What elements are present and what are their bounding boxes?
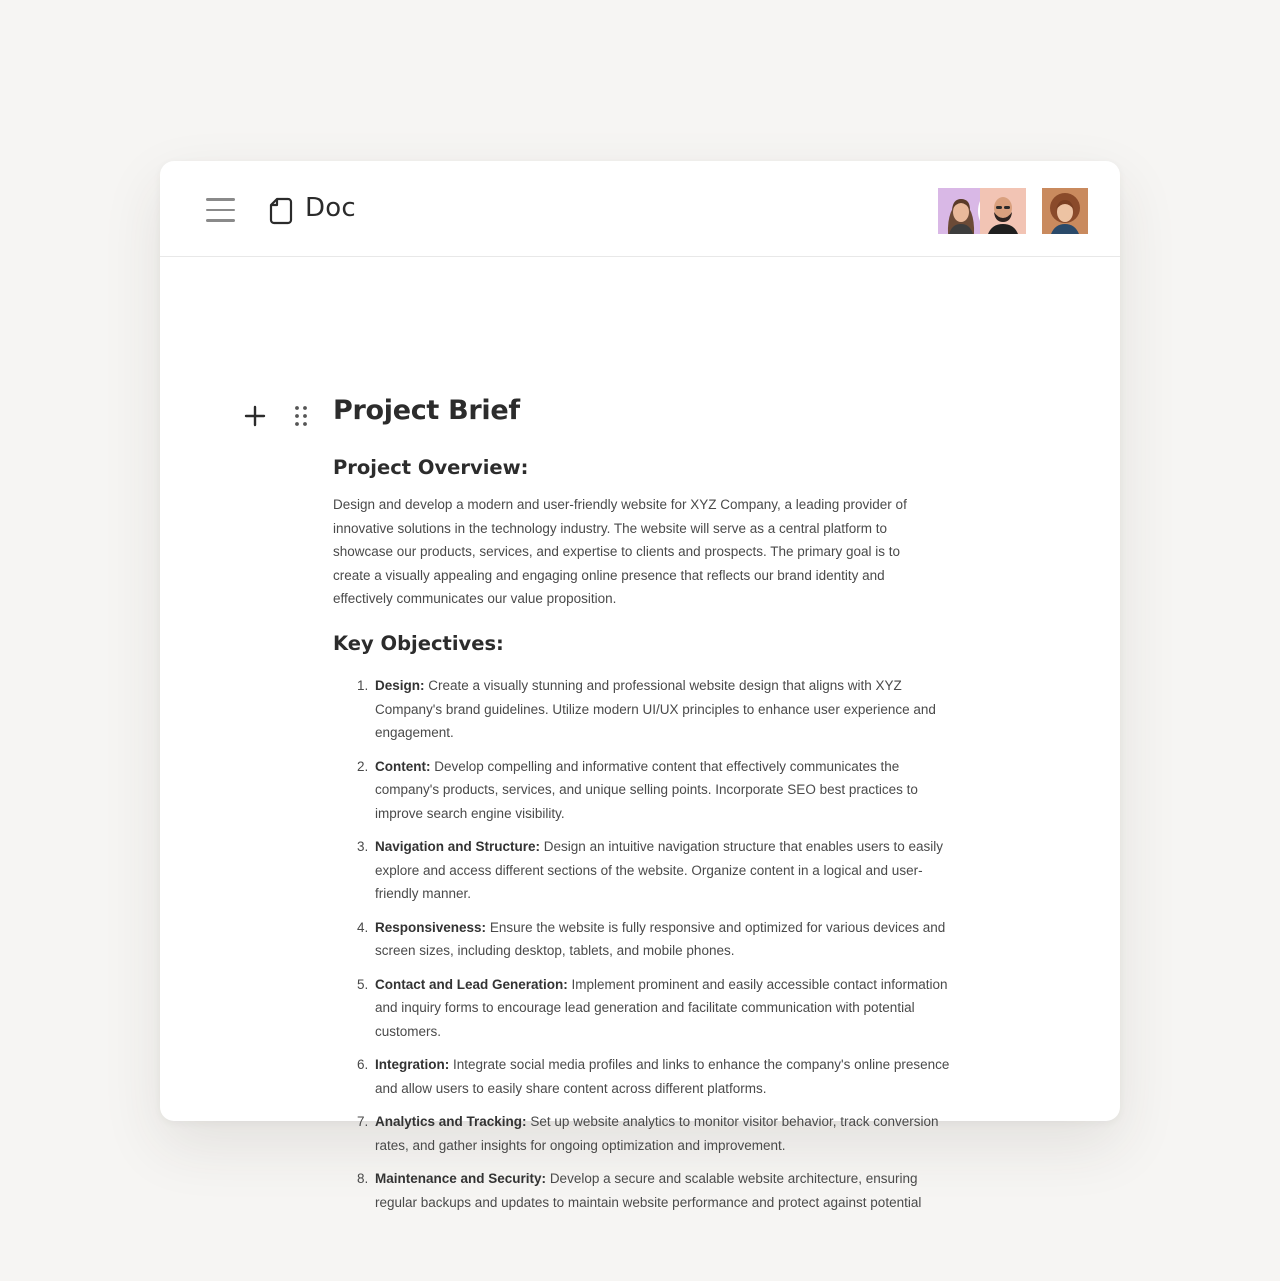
objective-title: Contact and Lead Generation: — [375, 976, 568, 992]
menu-line — [206, 219, 235, 222]
doc-title: Doc — [305, 193, 356, 223]
drag-handle-icon[interactable] — [294, 405, 308, 427]
page-title[interactable]: Project Brief — [333, 395, 520, 426]
list-item[interactable] — [333, 1053, 958, 1100]
objective-text: Design an intuitive navigation structure that enables users to easily explore and access different sections of the website. Organize content in a logical and user-friendly manner. — [375, 839, 944, 901]
list-number: 6. — [357, 1057, 369, 1072]
list-item[interactable] — [333, 916, 958, 963]
top-bar — [160, 161, 1120, 257]
objective-title: Maintenance and Security: — [375, 1171, 547, 1186]
list-number: 8. — [357, 1171, 369, 1186]
objective-text: Integrate social media profiles and links to enhance the company's online presence and allow users to easily share content across different platforms. — [375, 1057, 950, 1096]
objective-title: Analytics and Tracking: — [375, 1114, 527, 1129]
objectives-heading[interactable]: Key Objectives: — [333, 632, 504, 655]
list-item[interactable] — [333, 1167, 958, 1214]
objective-text: Implement prominent and easily accessible contact information and inquiry forms to encourage lead generation and facilitate communication with potential customers. — [375, 976, 948, 1039]
avatar-woman-curly-hair — [1042, 188, 1088, 234]
menu-line — [206, 209, 235, 212]
objectives-list — [333, 674, 958, 1224]
doc-content — [160, 257, 1120, 1210]
doc-window — [160, 161, 1120, 1210]
objective-title: Integration: — [375, 1057, 450, 1072]
avatar[interactable] — [1040, 186, 1090, 236]
objective-title: Responsiveness: — [375, 919, 487, 935]
list-number: 5. — [357, 976, 369, 992]
objective-text: Develop a secure and scalable website architecture, ensuring regular backups and updates to maintain website performance and protect against potential — [375, 1171, 922, 1210]
list-item[interactable] — [333, 1110, 958, 1157]
list-item[interactable] — [333, 835, 958, 906]
list-item[interactable] — [333, 674, 958, 745]
list-number: 1. — [357, 678, 369, 693]
objective-text: Develop compelling and informative content that effectively communicates the company's products, services, and unique selling points. Incorporate SEO best practices to improve search engine visibility. — [375, 758, 918, 821]
list-number: 7. — [357, 1114, 369, 1129]
objective-text: Create a visually stunning and professional website design that aligns with XYZ Company's brand guidelines. Utilize modern UI/UX principles to enhance user experience and engagement. — [375, 678, 936, 740]
list-item[interactable] — [333, 973, 958, 1044]
plus-icon[interactable] — [244, 405, 266, 427]
objective-title: Design: — [375, 678, 425, 693]
document-icon — [269, 197, 293, 225]
list-number: 3. — [357, 839, 369, 854]
avatar[interactable] — [978, 186, 1028, 236]
list-number: 2. — [357, 758, 369, 774]
overview-heading[interactable]: Project Overview: — [333, 456, 529, 479]
objective-title: Content: — [375, 758, 431, 774]
objective-text: Ensure the website is fully responsive and optimized for various devices and screen sizes, including desktop, tablets, and mobile phones. — [375, 919, 946, 958]
list-item[interactable] — [333, 755, 958, 826]
overview-paragraph[interactable]: Design and develop a modern and user-friendly website for XYZ Company, a leading provider of innovative solutions in the technology industry. The website will serve as a central platform to showcase our products, services, and expertise to clients and prospects. The primary goal is to create a visually appealing and engaging online presence that reflects our brand identity and effectively communicates our value proposition. — [333, 497, 907, 606]
objective-text: Set up website analytics to monitor visitor behavior, track conversion rates, and gather insights for ongoing optimization and improvement. — [375, 1114, 939, 1153]
avatar-man-beard — [980, 188, 1026, 234]
hamburger-menu-icon[interactable] — [206, 197, 236, 223]
objective-title: Navigation and Structure: — [375, 839, 541, 854]
list-number: 4. — [357, 919, 369, 935]
menu-line — [206, 198, 235, 201]
